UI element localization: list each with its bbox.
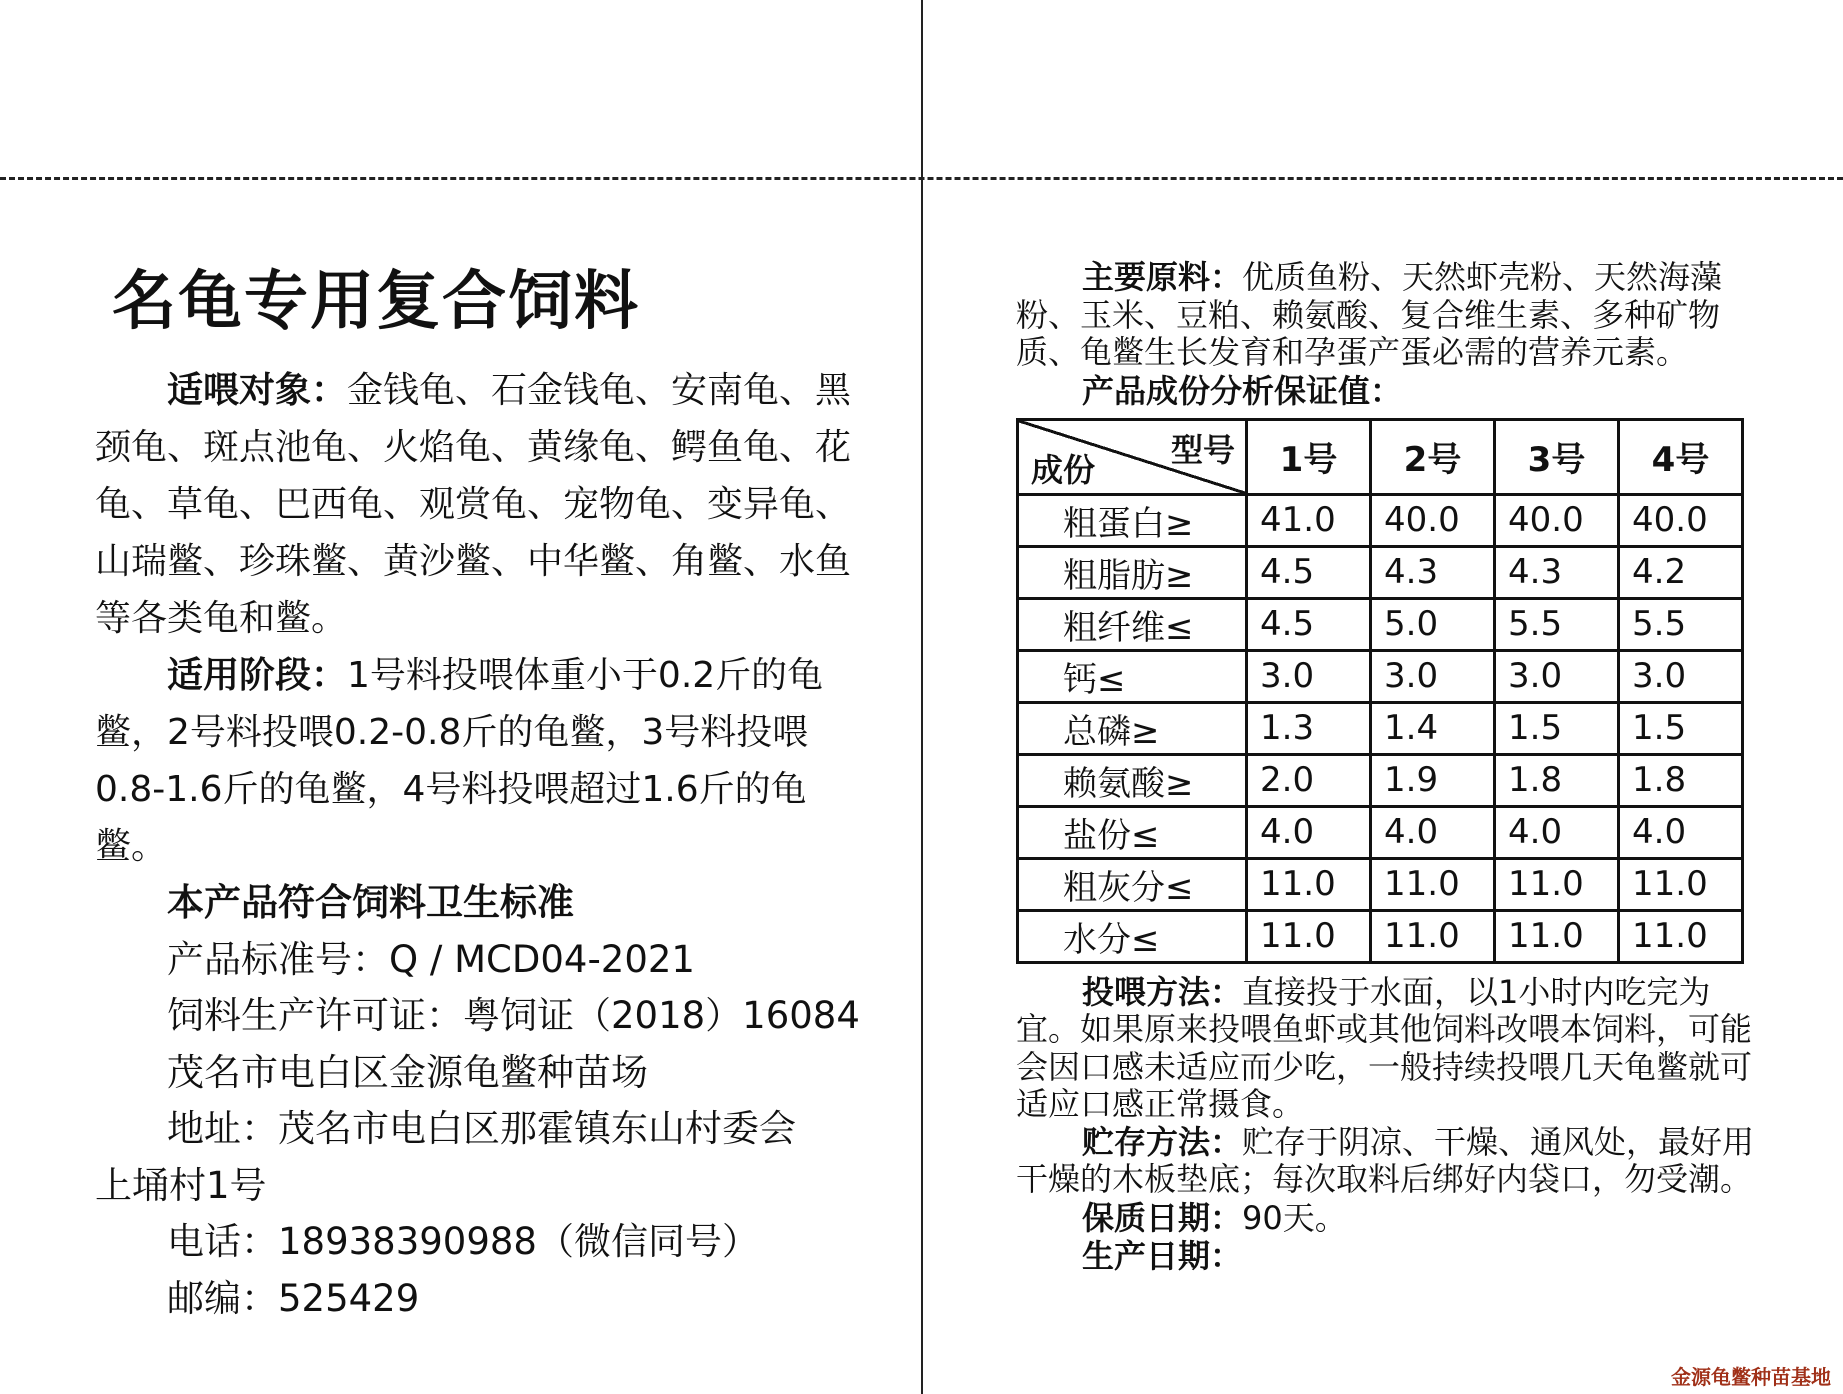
table-cell: 3.0 <box>1619 650 1743 702</box>
stage-paragraph <box>95 647 865 875</box>
address-line-2: 上埇村1号 <box>95 1163 267 1207</box>
shelf-value: 90天。 <box>1242 1198 1347 1237</box>
table-row <box>1018 910 1743 962</box>
diagonal-header <box>1019 421 1245 493</box>
table-cell: 1.9 <box>1371 754 1495 806</box>
stage-label: 适用阶段： <box>167 655 348 696</box>
table-cell: 4.5 <box>1247 546 1371 598</box>
table-row <box>1018 702 1743 754</box>
row-label: 粗蛋白≥ <box>1018 494 1247 546</box>
table-cell: 5.5 <box>1619 598 1743 650</box>
row-label: 总磷≥ <box>1018 702 1247 754</box>
table-cell: 1.5 <box>1495 702 1619 754</box>
corner-label-component: 成份 <box>1031 450 1096 489</box>
table-corner-cell <box>1018 419 1247 494</box>
corner-label-model: 型号 <box>1170 430 1235 469</box>
column-header: 1号 <box>1247 419 1371 494</box>
company-name: 茂名市电白区金源龟鳖种苗场 <box>167 1050 648 1094</box>
table-cell: 5.0 <box>1371 598 1495 650</box>
table-cell: 4.3 <box>1495 546 1619 598</box>
table-cell: 11.0 <box>1247 858 1371 910</box>
fold-line-vertical <box>921 0 923 1394</box>
product-title: 名龟专用复合饲料 <box>112 265 640 339</box>
table-row <box>1018 494 1743 546</box>
row-label: 钙≤ <box>1018 650 1247 702</box>
table-cell: 1.8 <box>1619 754 1743 806</box>
nutrition-table <box>1016 418 1744 964</box>
feed-target-paragraph <box>95 362 865 647</box>
hygiene-statement: 本产品符合饲料卫生标准 <box>167 881 574 924</box>
table-cell: 41.0 <box>1247 494 1371 546</box>
table-cell: 40.0 <box>1495 494 1619 546</box>
table-body <box>1018 494 1743 962</box>
table-cell: 1.3 <box>1247 702 1371 754</box>
cut-line-dashed <box>0 177 1843 180</box>
table-cell: 1.5 <box>1619 702 1743 754</box>
feeding-label: 投喂方法： <box>1082 972 1243 1011</box>
table-cell: 11.0 <box>1619 910 1743 962</box>
table-row <box>1018 650 1743 702</box>
production-license: 饲料生产许可证：粤饲证（2018）16084 <box>167 994 860 1037</box>
table-row <box>1018 806 1743 858</box>
table-cell: 4.0 <box>1495 806 1619 858</box>
analysis-title: 产品成份分析保证值： <box>1082 371 1403 410</box>
row-label: 水分≤ <box>1018 910 1247 962</box>
feeding-paragraph <box>1016 974 1756 1124</box>
table-cell: 4.3 <box>1371 546 1495 598</box>
table-cell: 11.0 <box>1371 910 1495 962</box>
production-label: 生产日期： <box>1082 1236 1243 1275</box>
table-cell: 40.0 <box>1371 494 1495 546</box>
column-header: 3号 <box>1495 419 1619 494</box>
storage-label: 贮存方法： <box>1082 1122 1243 1161</box>
row-label: 赖氨酸≥ <box>1018 754 1247 806</box>
table-cell: 11.0 <box>1495 858 1619 910</box>
table-cell: 4.0 <box>1247 806 1371 858</box>
table-cell: 3.0 <box>1247 650 1371 702</box>
table-row <box>1018 598 1743 650</box>
table-cell: 4.0 <box>1371 806 1495 858</box>
left-panel <box>95 362 865 1327</box>
right-panel <box>1016 259 1756 1275</box>
storage-text: 贮存于阴凉、干燥、通风处，最好用干燥的木板垫底；每次取料后绑好内袋口，勿受潮。 <box>1016 1122 1755 1198</box>
table-cell: 4.0 <box>1619 806 1743 858</box>
stage-text: 1号料投喂体重小于0.2斤的龟鳖，2号料投喂0.2-0.8斤的龟鳖，3号料投喂0.8-1.6斤的龟鳖，4号料投喂超过1.6斤的龟鳖。 <box>95 655 824 867</box>
table-cell: 3.0 <box>1371 650 1495 702</box>
table-cell: 11.0 <box>1495 910 1619 962</box>
production-date <box>1016 1237 1756 1275</box>
table-header-row <box>1018 419 1743 494</box>
feed-target-text: 金钱龟、石金钱龟、安南龟、黑颈龟、斑点池龟、火焰龟、黄缘龟、鳄鱼龟、花龟、草龟、巴西龟、观赏龟、宠物龟、变异龟、山瑞鳖、珍珠鳖、黄沙鳖、中华鳖、角鳖、水鱼等各类龟和鳖。 <box>95 370 852 639</box>
table-cell: 2.0 <box>1247 754 1371 806</box>
row-label: 粗脂肪≥ <box>1018 546 1247 598</box>
ingredients-text: 优质鱼粉、天然虾壳粉、天然海藻粉、玉米、豆粕、赖氨酸、复合维生素、多种矿物质、龟鳖生长发育和孕蛋产蛋必需的营养元素。 <box>1016 258 1723 371</box>
table-row <box>1018 546 1743 598</box>
shelf-life <box>1016 1199 1756 1237</box>
shelf-label: 保质日期： <box>1082 1198 1243 1237</box>
table-cell: 5.5 <box>1495 598 1619 650</box>
storage-paragraph <box>1016 1124 1756 1199</box>
address-line-1: 地址：茂名市电白区那霍镇东山村委会 <box>167 1107 796 1150</box>
column-header: 2号 <box>1371 419 1495 494</box>
table-row <box>1018 858 1743 910</box>
table-cell: 11.0 <box>1371 858 1495 910</box>
table-cell: 40.0 <box>1619 494 1743 546</box>
feed-target-label: 适喂对象： <box>167 370 348 411</box>
table-cell: 4.2 <box>1619 546 1743 598</box>
row-label: 盐份≤ <box>1018 806 1247 858</box>
table-cell: 1.8 <box>1495 754 1619 806</box>
ingredients-paragraph <box>1016 259 1756 372</box>
phone: 电话：18938390988（微信同号） <box>167 1220 759 1263</box>
table-row <box>1018 754 1743 806</box>
column-header: 4号 <box>1619 419 1743 494</box>
table-cell: 3.0 <box>1495 650 1619 702</box>
table-cell: 1.4 <box>1371 702 1495 754</box>
product-standard: 产品标准号：Q / MCD04-2021 <box>167 937 695 981</box>
table-cell: 11.0 <box>1247 910 1371 962</box>
feeding-text: 直接投于水面，以1小时内吃完为宜。如果原来投喂鱼虾或其他饲料改喂本饲料，可能会因口感未适应而少吃，一般持续投喂几天龟鳖就可适应口感正常摄食。 <box>1016 972 1753 1123</box>
table-cell: 11.0 <box>1619 858 1743 910</box>
postcode: 邮编：525429 <box>167 1276 420 1320</box>
table-cell: 4.5 <box>1247 598 1371 650</box>
row-label: 粗纤维≤ <box>1018 598 1247 650</box>
row-label: 粗灰分≤ <box>1018 858 1247 910</box>
watermark-logo: 金源龟鳖种苗基地 <box>1671 1365 1831 1389</box>
ingredients-label: 主要原料： <box>1082 258 1243 296</box>
